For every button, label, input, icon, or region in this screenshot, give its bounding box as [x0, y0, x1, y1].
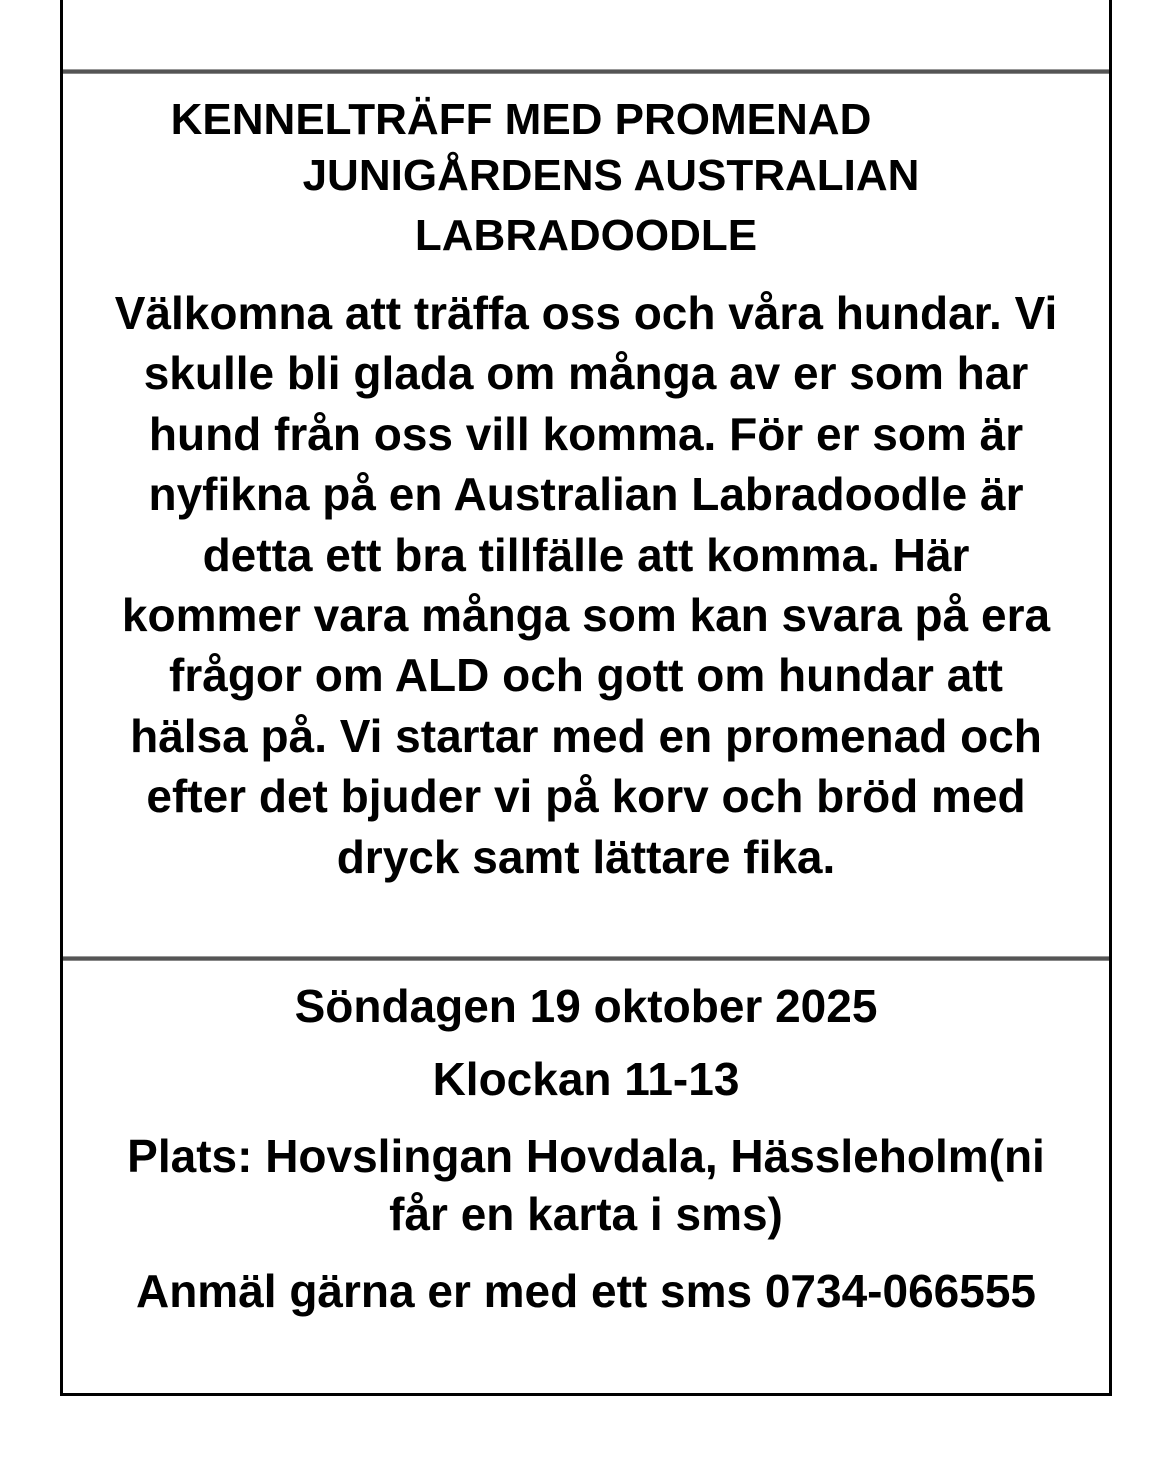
description-paragraph	[63, 283, 1109, 887]
description-line: detta ett bra tillfälle att komma. Här	[202, 528, 970, 581]
event-signup: Anmäl gärna er med ett sms 0734-066555	[135, 1265, 1037, 1317]
event-time: Klockan 11-13	[432, 1053, 740, 1105]
title-line-3: LABRADOODLE	[414, 211, 758, 260]
description-line: dryck samt lättare fika.	[336, 830, 836, 883]
event-location-line-1: Plats: Hovslingan Hovdala, Hässleholm(ni	[127, 1130, 1045, 1182]
description-line: hund från oss vill komma. För er som är	[148, 407, 1024, 460]
description-line: nyfikna på en Australian Labradoodle är	[148, 468, 1024, 521]
description-line: skulle bli glada om många av er som har	[143, 347, 1029, 400]
description-line: Välkomna att träffa oss och våra hundar. Vi	[114, 287, 1058, 339]
description-line: hälsa på. Vi startar med en promenad och	[130, 709, 1042, 762]
description-line: frågor om ALD och gott om hundar att	[169, 649, 1003, 702]
bottom-divider	[63, 956, 1109, 961]
top-divider	[63, 69, 1109, 74]
event-date: Söndagen 19 oktober 2025	[294, 980, 878, 1032]
title-line-2: JUNIGÅRDENS AUSTRALIAN	[302, 151, 920, 200]
event-location-line-2: får en karta i sms)	[389, 1188, 783, 1240]
description-line: kommer vara många som kan svara på era	[121, 589, 1051, 642]
title-line-1: KENNELTRÄFF MED PROMENAD	[170, 95, 872, 144]
description-line: efter det bjuder vi på korv och bröd med	[146, 770, 1026, 823]
flyer-frame	[60, 0, 1112, 1396]
